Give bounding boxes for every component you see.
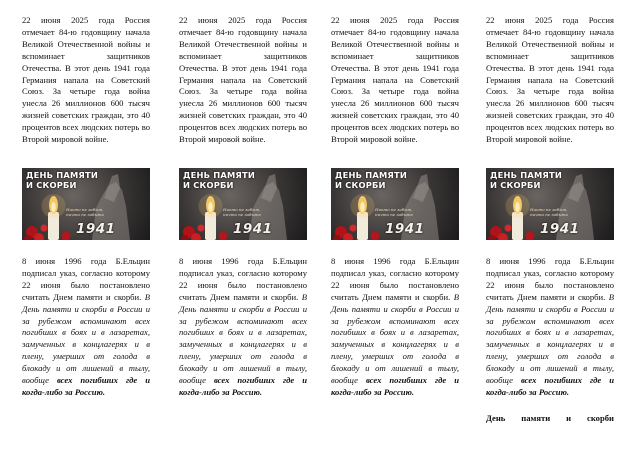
banner-slogan-line-1: Никто не забыт, (530, 207, 568, 212)
banner-slogan (530, 208, 568, 217)
banner-slogan (375, 208, 413, 217)
banner-title-line-2: И СКОРБИ (335, 179, 386, 190)
banner-slogan (66, 208, 104, 217)
intro-paragraph: 22 июня 2025 года Россия отмечает 84-ю годовщину начала Великой Отечественной войны и вспоминает защитников Отечества. В этот день 1941 года Германия напала на Советский Союз. За четыре года война унесла 26 миллионов 600 тысяч жизней советских граждан, это 40 процентов всех людских потерь во Второй мировой войне. (22, 15, 150, 145)
memorial-banner (486, 168, 614, 240)
banner-year: 1941 (76, 221, 116, 237)
banner-title-line-1: ДЕНЬ ПАМЯТИ (490, 170, 563, 180)
decree-bold-text: всех погибших где и когда-либо за Россию. (486, 375, 614, 397)
decree-italic-text: В День памяти и скорби в России и за рубежом вспоминают всех погибших в боях и в лазаретах, замученных в концлагерях и в плену, умерших от голода в блокаду и от лишений в тылу, вообще (179, 291, 307, 386)
banner-slogan (223, 208, 261, 217)
banner-title-line-1: ДЕНЬ ПАМЯТИ (183, 170, 256, 180)
banner-slogan-line-2: ничто не забыто (66, 211, 104, 217)
banner-title-line-1: ДЕНЬ ПАМЯТИ (26, 170, 99, 180)
intro-paragraph: 22 июня 2025 года Россия отмечает 84-ю годовщину начала Великой Отечественной войны и вспоминает защитников Отечества. В этот день 1941 года Германия напала на Советский Союз. За четыре года война унесла 26 миллионов 600 тысяч жизней советских граждан, это 40 процентов всех людских потерь во Второй мировой войне. (486, 15, 614, 145)
banner-slogan-line-2: ничто не забыто (375, 211, 413, 217)
banner-title-line-2: И СКОРБИ (26, 179, 77, 190)
banner-year: 1941 (540, 221, 580, 237)
banner-title-line-2: И СКОРБИ (183, 179, 234, 190)
banner-title-line-1: ДЕНЬ ПАМЯТИ (335, 170, 408, 180)
decree-plain-text: 8 июня 1996 года Б.Ельцин подписал указ, согласно которому 22 июня было постановлено считать Днем памяти и скорби. (22, 256, 150, 302)
decree-italic-text: В День памяти и скорби в России и за рубежом вспоминают всех погибших в боях и в лазаретах, замученных в концлагерях и в плену, умерших от голода в блокаду и от лишений в тылу, вообще (331, 291, 459, 386)
banner-title-line-2: И СКОРБИ (490, 179, 541, 190)
banner-slogan-line-1: Никто не забыт, (375, 207, 413, 212)
banner-slogan-line-1: Никто не забыт, (66, 207, 104, 212)
banner-title (183, 171, 255, 190)
decree-bold-text: всех погибших где и когда-либо за Россию. (331, 375, 459, 397)
decree-bold-text: всех погибших где и когда-либо за Россию. (22, 375, 150, 397)
memorial-banner (22, 168, 150, 240)
memorial-banner (179, 168, 307, 240)
banner-slogan-line-2: ничто не забыто (223, 211, 261, 217)
decree-italic-text: В День памяти и скорби в России и за рубежом вспоминают всех погибших в боях и в лазаретах, замученных в концлагерях и в плену, умерших от голода в блокаду и от лишений в тылу, вообще (486, 291, 614, 386)
banner-title (26, 171, 98, 190)
decree-plain-text: 8 июня 1996 года Б.Ельцин подписал указ, согласно которому 22 июня было постановлено считать Днем памяти и скорби. (486, 256, 614, 302)
decree-paragraph (331, 256, 459, 399)
decree-bold-text: всех погибших где и когда-либо за Россию. (179, 375, 307, 397)
decree-plain-text: 8 июня 1996 года Б.Ельцин подписал указ, согласно которому 22 июня было постановлено считать Днем памяти и скорби. (331, 256, 459, 302)
banner-year: 1941 (385, 221, 425, 237)
banner-year: 1941 (233, 221, 273, 237)
memorial-banner (331, 168, 459, 240)
decree-paragraph (486, 256, 614, 399)
decree-italic-text: В День памяти и скорби в России и за рубежом вспоминают всех погибших в боях и в лазаретах, замученных в концлагерях и в плену, умерших от голода в блокаду и от лишений в тылу, вообще (22, 291, 150, 386)
decree-paragraph (179, 256, 307, 399)
intro-paragraph: 22 июня 2025 года Россия отмечает 84-ю годовщину начала Великой Отечественной войны и вспоминает защитников Отечества. В этот день 1941 года Германия напала на Советский Союз. За четыре года война унесла 26 миллионов 600 тысяч жизней советских граждан, это 40 процентов всех людских потерь во Второй мировой войне. (179, 15, 307, 145)
intro-paragraph: 22 июня 2025 года Россия отмечает 84-ю годовщину начала Великой Отечественной войны и вспоминает защитников Отечества. В этот день 1941 года Германия напала на Советский Союз. За четыре года война унесла 26 миллионов 600 тысяч жизней советских граждан, это 40 процентов всех людских потерь во Второй мировой войне. (331, 15, 459, 145)
closing-line: День памяти и скорби (486, 413, 614, 423)
decree-paragraph (22, 256, 150, 399)
banner-slogan-line-2: ничто не забыто (530, 211, 568, 217)
decree-plain-text: 8 июня 1996 года Б.Ельцин подписал указ, согласно которому 22 июня было постановлено считать Днем памяти и скорби. (179, 256, 307, 302)
banner-slogan-line-1: Никто не забыт, (223, 207, 261, 212)
banner-title (490, 171, 562, 190)
banner-title (335, 171, 407, 190)
